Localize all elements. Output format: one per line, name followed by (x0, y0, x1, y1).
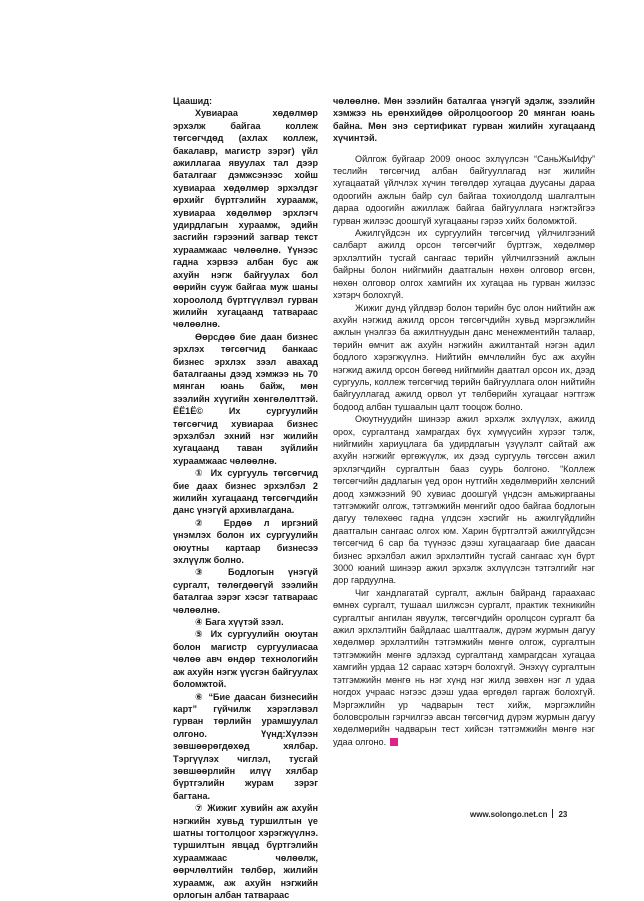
lead-paragraph: чөлөөлнө. Мөн зээлийн баталгаа үнэгүй эдэлж, зээлийн хэмжээ нь ерөнхийдөө ойролцоогоор 20 мянган юань байна. Мөн энэ сертификат гурван жилийн хугацаанд хүчинтэй. (333, 96, 595, 144)
list-item: ⑦ Жижиг хувийн аж ахуйн нэгжийн хувьд туршилтын үе шатны тогтолцоог хэрэгжүүлнэ. туршилтын явцад бүртгэлийн хураамжаас чөлөөлж, өөрчлөлтийн төлбөр, жилийн хураамж, аж ахуйн нэгжийн орлогын албан татвараас (173, 803, 318, 900)
paragraph: Жижиг дунд үйлдвэр болон төрийн бус олон нийтийн аж ахуйн нэгжид ажилд орсон төгсөгчдийн хувьд мэргэжлийн ажлын үнэлгээ ба ажилтнуудын данс менежментийн талаар, төрийн өмчит аж ахуйн нэгжийн ажилтантай нэгэн адил бодлого хэрэгжүүлнэ. Нийтийн өмчлөлийн бус аж ахуйн нэгжид ажилд орсон бөгөөд нийгмийн даатгал орсон их, дээд сургууль, коллеж төгсөгчид төрийн байгууллага олон нийтийн байгууллагад ажилд орвол ут төлбөрийн хугацааг нэгтгэж бодоод албан тушаалын цалт тооцож болно. (333, 302, 595, 412)
list-item: ⑥ “Бие даасан бизнесийн карт” гүйчилж хэрэглэвэл гурван төрлийн урамшуулал олгоно. Үүнд:Хүлээн зөвшөөрөгдөхөд хялбар. Тэргүүлэх чиглэл, тусгай зөвшөөрлийн илүү хялбар бүртгэлийн журам зэрэг багтана. (173, 691, 318, 801)
paragraph: Ойлгож буйгаар 2009 оноос эхлүүлсэн “СаньЖыИфу” теслийн төгсөгчид албан байгууллагад нэг жилийн хугацаатай үйлчлэх хүчин төгөлдөр хугацаа дуусаны дараа одоогийн ажлын байр сул байгаа тохиолдолд шалгалтын дараа одоогийн ажиллаж байгаа байгууллага нэгжтэйгээ гурван жилээс доошгүй хугацааны гэрээ хийх боломжтой. (333, 153, 595, 226)
page-footer (470, 809, 567, 819)
paragraph: Ажилгүйдсэн их сургуулийн төгсөгчид үйлчилгээний салбарт ажилд орсон төгсөгчийг бүртгэж, хөдөлмөр эрхлэлтийн тусгай сангаас төрийн үйлчилгээний ажлын байрны болон нийгмийн даатгалын нөхөн олговор өгсөн, нөхөн олговор олгох хамгийн их хугацаа нь гурван жилээс хэтэрч болохгүй. (333, 228, 595, 301)
list-item: ③ Бодлогын үнэгүй сургалт, төлөгдөөгүй зээлийн баталгаа зэрэг хэсэг татвараас чөлөөлнө. (173, 567, 318, 615)
end-of-article-icon (390, 738, 398, 746)
paragraph: Оюутнуудийн шинээр ажил эрхэлж эхлүүлэх, ажилд орох, сургалтанд хамрагдах бүх хүмүүсийн хүрээг тэлж, нийгмийн хариуцлага ба удирдлагын үзүүлэлт сайтай аж ахуйн нэгжийг өргөжүүлж, их дээд сургууль төгссөн ажил эрхлэгчдийн сургалтын бааз суурь болгоно. “Коллеж төгсөгчийн дадлагын үед орон нутгийн хөдөлмөрийн хөлсний доод хэмжээний 90 хувиас доошгүй үндсэн амьжиргааны тэтгэмжийг олгож, тэтгэмжийн мөнгийг одоо байгаа бодлогын дагуу төлөхөөс гадна үлдсэн хэсгийг нь ажилгүйдлийн даатгалын сангаас олгох юм. Харин бүртгэлтэй ажилгүйдсэн төгсөгчид 6 сар ба түүнээс дээш хугацаагаар бие даасан бизнес эрхэлбэл ажил эрхлэлтийн тусгай сангаас хүн бүрт 3000 юаний шинээр ажил эрхэлж эхлүүлсэн тэтгэлгийг нэг дор гардуулна. (333, 414, 595, 586)
list-item: ① Их сургууль төгсөгчид бие даах бизнес эрхэлбэл 2 жилийн хугацаанд төгсөгчдийн данс үнэгүй архивлагдана. (173, 468, 318, 516)
list-item: ② Ердөө л иргэний үнэмлэх болон их сургуулийн оюутны картаар бизнесээ эхлүүлж болно. (173, 517, 318, 566)
right-column (333, 95, 595, 748)
paragraph: Өөрсдөө бие даан бизнес эрхлэх төгсөгчид банкаас бизнес эрхлэх зээл авахад баталгааны дээд хэмжээ нь 70 мянган юань байж, мөн зээлийн хүүгийн хөнгөлөлттэй. ЁЁ1Ё© Их сургуулийн төгсөгчид хувиараа бизнес эрхэлбэл эхний нэг жилийн хугацаанд таван зүйлийн хураамжаас чөлөөлнө. (173, 331, 318, 466)
section-heading: Цаашид: (173, 96, 213, 106)
left-column (173, 95, 318, 901)
paragraph-text: Чиг хандлагатай сургалт, ажлын байранд гараахаас өмнөх сургалт, тушаал шилжсэн сургалт, практик техникийн сургалтыг ангилан явуулж, төгсөгчдийн оролцсон сургалт ба ажил эрхлэлтийн байдлаас шалтгаалж, дүрэм журмын дагуу хөдөлмөр эрхлэлтийн тэтгэмжийн мөнгө олгож, сургалтын тэтгэмжийн мөнгө эдлэхэд сургалтанд хамрагдсан хугацаа хамгийн урдаа 12 сараас хэтэрч болохгүй. Энэхүү сургалтын тэтгэмжийн мөнгө нь нэг хүнд нэг жилд зөвхөн нэг л удаа ногдох учраас нэгээс дээш удаа өргөдөл гаргаж болохгүй. Мэргэжлийн ур чадварын тест хийж, мэргэжлийн боловсролын гэрчилгээ авсан төгсөгчид дүрэм журмын дагуу хөдөлмөрийн чадварын тест хийсэн тэтгэмжийн мөнгө нэг удаа олгоно. (333, 587, 595, 747)
footer-divider (552, 809, 553, 818)
website-link[interactable]: www.solongo.net.cn (470, 810, 548, 819)
list-item: ⑤ Их сургуулийн оюутан болон магистр сургуулиасаа чөлөө авч өндөр технологийн аж ахуйн нэгж үүсгэн байгуулах боломжтой. (173, 629, 318, 690)
paragraph (333, 587, 595, 748)
paragraph: Хувиараа хөдөлмөр эрхэлж байгаа коллеж төгсөгчдөд (ахлах коллеж, бакалавр, магистр зэрэг) үйл ажиллагаа явуулах тал дээр баталгааг дэмжсэнээс хойш хувиараа хөдөлмөр эрхэлдэг өрхийг бүртгэлийн хураамж, хувиараа хөдөлмөр эрхлэгч удирдлагын хураамж, эдийн засгийн гэрээний загвар текст хураамжаас чөлөөлнө. Үүнээс гадна хэрвээ албан бус аж ахуйн нэгж байгуулах бол өөрийн сууж байгаа муж шаны хороололд бүртгүүлвэл гурван жилийн хугацаанд татвараас чөлөөлнө. (173, 108, 318, 330)
list-item: ④ Бага хүүтэй зээл. (195, 617, 284, 628)
page-number: 23 (558, 810, 568, 819)
